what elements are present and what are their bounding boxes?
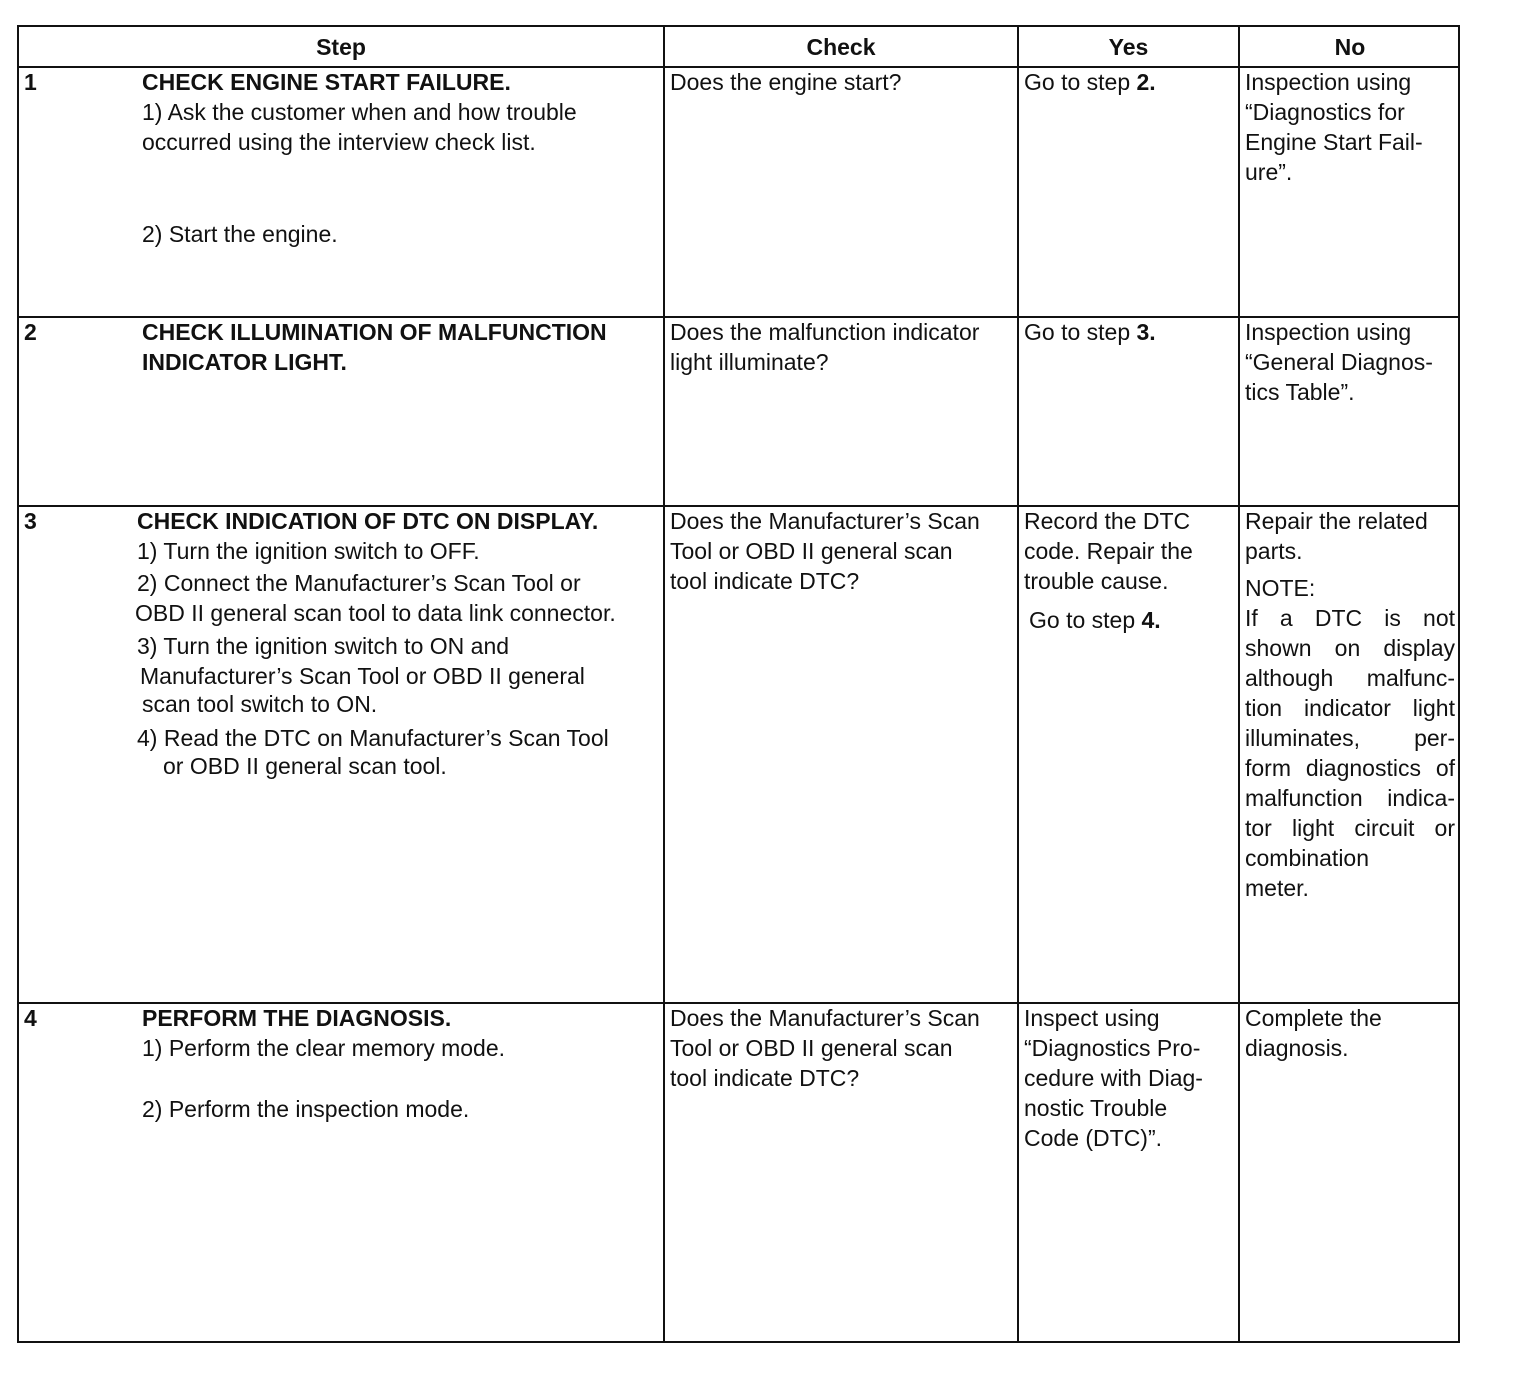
substep: occurred using the interview check list. <box>142 129 536 155</box>
substep: Manufacturer’s Scan Tool or OBD II general <box>140 663 585 689</box>
no-text <box>1245 317 1455 407</box>
note-line: meter. <box>1245 875 1309 901</box>
no-line: “General Diagnos- <box>1245 349 1433 375</box>
substep: 1) Perform the clear memory mode. <box>142 1035 506 1061</box>
yes-text <box>1024 67 1234 97</box>
step-title: INDICATOR LIGHT. <box>142 349 347 375</box>
no-line: “Diagnostics for <box>1245 99 1405 125</box>
substep: 3) Turn the ignition switch to ON and <box>137 633 510 659</box>
yes-line: Inspect using <box>1024 1005 1160 1031</box>
step-content <box>135 506 661 779</box>
yes-line: nostic Trouble <box>1024 1095 1168 1121</box>
step-content <box>142 317 657 377</box>
yes-text <box>1024 1003 1234 1153</box>
yes-line: Record the DTC <box>1024 508 1191 534</box>
no-line: Inspection using <box>1245 319 1412 345</box>
note-line: tion indicator light <box>1245 695 1455 721</box>
step-title: CHECK ILLUMINATION OF MALFUNCTION <box>142 319 607 345</box>
no-line: Engine Start Fail- <box>1245 129 1423 155</box>
header-yes: Yes <box>1108 34 1149 60</box>
substep: 4) Read the DTC on Manufacturer’s Scan Tool <box>137 725 609 751</box>
yes-line: “Diagnostics Pro- <box>1024 1035 1201 1061</box>
step-number: 1 <box>24 69 37 95</box>
yes-line: code. Repair the <box>1024 538 1193 564</box>
yes-line: cedure with Diag- <box>1024 1065 1203 1091</box>
substep: 2) Connect the Manufacturer’s Scan Tool or <box>137 570 581 596</box>
yes-line: Code (DTC)”. <box>1024 1125 1163 1151</box>
check-line: tool indicate DTC? <box>670 568 860 594</box>
yes-prefix: Go to step <box>1024 69 1137 95</box>
yes-text <box>1024 506 1234 635</box>
yes-text <box>1024 317 1234 347</box>
substep: 2) Perform the inspection mode. <box>142 1096 470 1122</box>
check-text <box>670 317 1010 377</box>
note-label: NOTE: <box>1245 575 1316 601</box>
check-line: Does the engine start? <box>670 69 902 95</box>
no-text <box>1245 1003 1455 1063</box>
note-line: although malfunc- <box>1245 665 1455 691</box>
no-line: ure”. <box>1245 159 1293 185</box>
check-line: tool indicate DTC? <box>670 1065 860 1091</box>
step-title: CHECK ENGINE START FAILURE. <box>142 69 511 95</box>
note-line: tor light circuit or <box>1245 815 1455 841</box>
check-line: Tool or OBD II general scan <box>670 538 953 564</box>
substep: OBD II general scan tool to data link connector. <box>135 600 616 626</box>
no-line: diagnosis. <box>1245 1035 1349 1061</box>
no-line: tics Table”. <box>1245 379 1355 405</box>
column-divider <box>1017 27 1019 1341</box>
no-line: parts. <box>1245 538 1303 564</box>
diagnostic-table <box>17 25 1460 1343</box>
substep: scan tool switch to ON. <box>142 691 378 717</box>
header-no: No <box>1334 34 1366 60</box>
note-line: malfunction indica- <box>1245 785 1455 811</box>
check-line: Does the Manufacturer’s Scan <box>670 508 980 534</box>
substep: or OBD II general scan tool. <box>163 753 447 779</box>
yes-prefix: Go to step <box>1029 607 1142 633</box>
substep: 1) Turn the ignition switch to OFF. <box>137 538 480 564</box>
substep: 1) Ask the customer when and how trouble <box>142 99 577 125</box>
no-line: Repair the related <box>1245 508 1428 534</box>
column-divider <box>1238 27 1240 1341</box>
step-number: 3 <box>24 508 37 534</box>
check-text <box>670 1003 1015 1093</box>
no-line: Inspection using <box>1245 69 1412 95</box>
check-line: Does the malfunction indicator <box>670 319 980 345</box>
header-check: Check <box>806 34 876 60</box>
note-line: combination <box>1245 845 1370 871</box>
yes-prefix: Go to step <box>1024 319 1137 345</box>
step-content <box>142 1003 657 1124</box>
note-line: illuminates, per- <box>1245 725 1455 751</box>
check-text <box>670 67 1010 97</box>
step-number: 4 <box>24 1005 37 1031</box>
yes-step-link: 4. <box>1141 607 1161 633</box>
check-line: light illuminate? <box>670 349 829 375</box>
header-step: Step <box>316 34 366 60</box>
step-number: 2 <box>24 319 37 345</box>
step-title: CHECK INDICATION OF DTC ON DISPLAY. <box>137 508 599 534</box>
no-text <box>1245 67 1455 187</box>
yes-step-link: 2. <box>1136 69 1156 95</box>
yes-step-link: 3. <box>1136 319 1156 345</box>
step-title: PERFORM THE DIAGNOSIS. <box>142 1005 452 1031</box>
yes-line: trouble cause. <box>1024 568 1169 594</box>
substep: 2) Start the engine. <box>142 221 338 247</box>
step-content <box>142 67 657 249</box>
note-line: If a DTC is not <box>1245 605 1455 631</box>
check-line: Tool or OBD II general scan <box>670 1035 953 1061</box>
note-line: form diagnostics of <box>1245 755 1455 781</box>
check-line: Does the Manufacturer’s Scan <box>670 1005 980 1031</box>
check-text <box>670 506 1015 596</box>
note-line: shown on display <box>1245 635 1455 661</box>
column-divider <box>663 27 665 1341</box>
no-text <box>1245 506 1455 903</box>
no-line: Complete the <box>1245 1005 1382 1031</box>
